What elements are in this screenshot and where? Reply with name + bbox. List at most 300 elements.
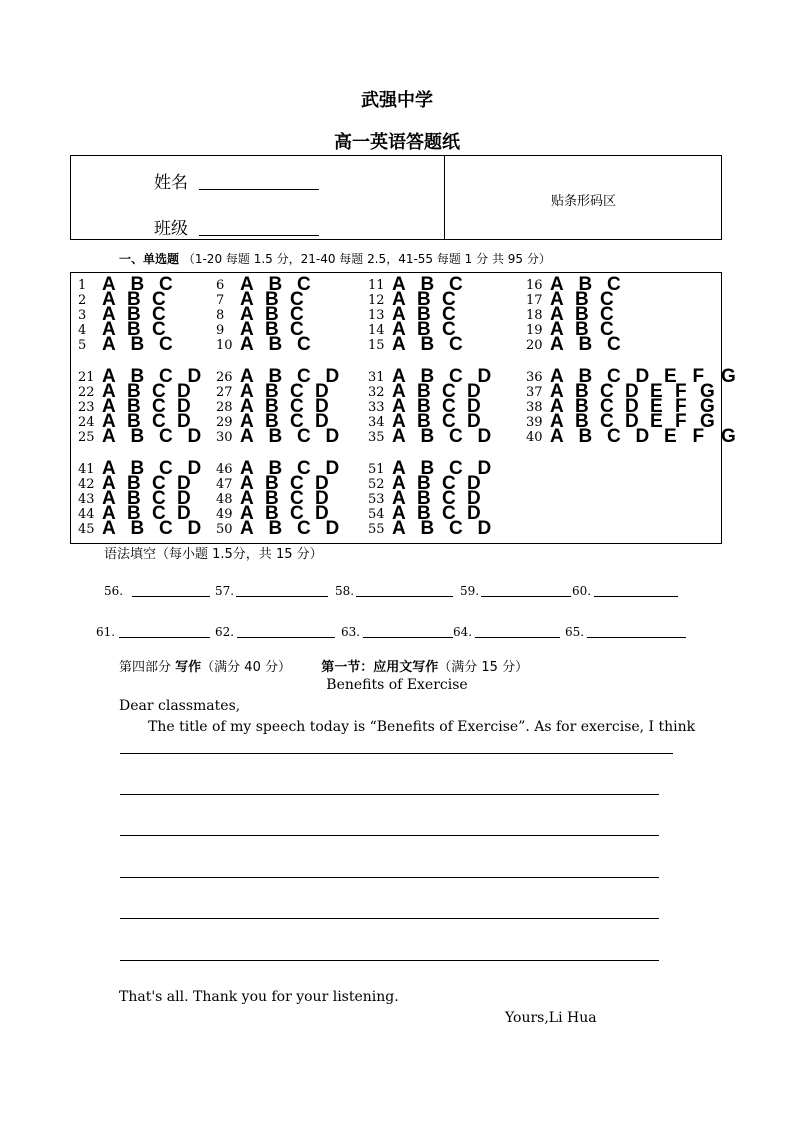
option-b-bubble[interactable]: B	[575, 289, 589, 310]
writing-line[interactable]	[120, 794, 659, 795]
option-a-bubble[interactable]: A	[392, 304, 406, 325]
option-c-bubble[interactable]: C	[159, 426, 173, 447]
blank-64-line[interactable]	[475, 637, 560, 638]
option-b-bubble[interactable]: B	[127, 304, 141, 325]
option-d-bubble[interactable]: D	[325, 518, 340, 539]
option-a-bubble[interactable]: A	[240, 319, 254, 340]
option-b-bubble[interactable]: B	[268, 518, 283, 539]
essay-title: Benefits of Exercise	[326, 677, 468, 693]
part4-label: 第四部分	[119, 660, 172, 675]
option-b-bubble[interactable]: B	[420, 334, 435, 355]
option-d-bubble[interactable]: D	[625, 381, 639, 402]
option-g-bubble[interactable]: G	[721, 366, 736, 387]
option-a-bubble[interactable]: A	[240, 426, 254, 447]
option-b-bubble[interactable]: B	[575, 411, 589, 432]
option-d-bubble[interactable]: D	[467, 503, 481, 524]
question-number: 30	[216, 430, 233, 445]
option-a-bubble[interactable]: A	[102, 289, 116, 310]
option-e-bubble[interactable]: E	[650, 411, 663, 432]
option-b-bubble[interactable]: B	[417, 396, 431, 417]
option-a-bubble[interactable]: A	[240, 488, 254, 509]
option-b-bubble[interactable]: B	[130, 426, 145, 447]
option-a-bubble[interactable]: A	[392, 488, 406, 509]
question-number: 33	[368, 400, 385, 415]
option-b-bubble[interactable]: B	[127, 503, 141, 524]
question-number: 11	[368, 278, 385, 293]
option-c-bubble[interactable]: C	[442, 381, 456, 402]
option-c-bubble[interactable]: C	[442, 488, 456, 509]
option-b-bubble[interactable]: B	[575, 319, 589, 340]
option-c-bubble[interactable]: C	[159, 366, 173, 387]
question-number: 9	[216, 323, 225, 338]
question-number: 8	[216, 308, 225, 323]
option-c-bubble[interactable]: C	[152, 319, 166, 340]
writing-line[interactable]	[120, 918, 659, 919]
option-c-bubble[interactable]: C	[290, 488, 304, 509]
blank-label-57: 57.	[215, 584, 235, 598]
option-d-bubble[interactable]: D	[315, 396, 329, 417]
essay-greeting: Dear classmates,	[119, 698, 241, 714]
blank-label-56: 56.	[104, 584, 124, 598]
blank-63-line[interactable]	[363, 637, 453, 638]
option-b-bubble[interactable]: B	[127, 381, 141, 402]
question-number: 13	[368, 308, 385, 323]
option-c-bubble[interactable]: C	[442, 503, 456, 524]
student-info-box	[70, 155, 722, 240]
blank-row-2	[0, 625, 794, 641]
essay-signature: Yours,Li Hua	[505, 1010, 597, 1026]
option-a-bubble[interactable]: A	[240, 274, 254, 295]
option-b-bubble[interactable]: B	[417, 488, 431, 509]
class-field[interactable]	[199, 235, 319, 236]
option-b-bubble[interactable]: B	[578, 334, 593, 355]
option-a-bubble[interactable]: A	[102, 396, 116, 417]
option-c-bubble[interactable]: C	[442, 319, 456, 340]
option-a-bubble[interactable]: A	[102, 473, 116, 494]
writing-line[interactable]	[120, 960, 659, 961]
option-a-bubble[interactable]: A	[550, 274, 564, 295]
option-c-bubble[interactable]: C	[290, 319, 304, 340]
option-b-bubble[interactable]: B	[127, 319, 141, 340]
question-number: 54	[368, 507, 385, 522]
question-number: 34	[368, 415, 385, 430]
option-b-bubble[interactable]: B	[420, 274, 435, 295]
option-c-bubble[interactable]: C	[449, 426, 463, 447]
writing-line[interactable]	[120, 877, 659, 878]
essay-closing: That's all. Thank you for your listening.	[119, 989, 399, 1005]
option-a-bubble[interactable]: A	[240, 411, 254, 432]
option-c-bubble[interactable]: C	[152, 411, 166, 432]
option-b-bubble[interactable]: B	[265, 381, 279, 402]
option-b-bubble[interactable]: B	[417, 319, 431, 340]
question-number: 6	[216, 278, 225, 293]
grammar-fill-heading: 语法填空（每小题 1.5分，共 15 分）	[104, 547, 323, 562]
option-a-bubble[interactable]: A	[550, 334, 564, 355]
option-d-bubble[interactable]: D	[625, 396, 639, 417]
part4-points: （满分 40 分）	[201, 660, 291, 675]
option-a-bubble[interactable]: A	[392, 473, 406, 494]
blank-label-61: 61.	[96, 625, 116, 639]
option-d-bubble[interactable]: D	[315, 488, 329, 509]
blank-label-60: 60.	[572, 584, 592, 598]
option-c-bubble[interactable]: C	[297, 426, 311, 447]
option-a-bubble[interactable]: A	[240, 503, 254, 524]
option-a-bubble[interactable]: A	[550, 396, 564, 417]
option-b-bubble[interactable]: B	[130, 274, 145, 295]
option-d-bubble[interactable]: D	[467, 396, 481, 417]
section-writing-points: （满分 15 分）	[438, 660, 529, 675]
option-d-bubble[interactable]: D	[477, 426, 492, 447]
option-c-bubble[interactable]: C	[442, 396, 456, 417]
option-c-bubble[interactable]: C	[297, 334, 311, 355]
question-number: 45	[78, 522, 95, 537]
option-a-bubble[interactable]: A	[392, 426, 406, 447]
blank-56-line[interactable]	[132, 596, 210, 597]
option-c-bubble[interactable]: C	[600, 396, 614, 417]
essay-intro: The title of my speech today is “Benefits of Exercise”. As for exercise, I think	[148, 719, 696, 735]
option-c-bubble[interactable]: C	[290, 411, 304, 432]
option-b-bubble[interactable]: B	[127, 396, 141, 417]
option-f-bubble[interactable]: F	[675, 381, 687, 402]
blank-62-line[interactable]	[237, 637, 335, 638]
option-b-bubble[interactable]: B	[575, 381, 589, 402]
option-d-bubble[interactable]: D	[315, 473, 329, 494]
option-a-bubble[interactable]: A	[240, 304, 254, 325]
section1-scoring: （1-20 每题 1.5 分，21-40 每题 2.5，41-55 每题 1 分 共 95 分）	[182, 252, 551, 266]
option-b-bubble[interactable]: B	[268, 426, 283, 447]
part4-name: 写作	[175, 660, 202, 675]
option-b-bubble[interactable]: B	[268, 274, 283, 295]
option-a-bubble[interactable]: A	[392, 518, 406, 539]
option-d-bubble[interactable]: D	[325, 426, 340, 447]
question-number: 44	[78, 507, 95, 522]
option-c-bubble[interactable]: C	[152, 381, 166, 402]
question-number: 55	[368, 522, 385, 537]
option-b-bubble[interactable]: B	[265, 411, 279, 432]
option-d-bubble[interactable]: D	[315, 411, 329, 432]
option-c-bubble[interactable]: C	[159, 274, 173, 295]
option-d-bubble[interactable]: D	[187, 366, 202, 387]
option-b-bubble[interactable]: B	[127, 411, 141, 432]
writing-line[interactable]	[120, 753, 673, 754]
option-a-bubble[interactable]: A	[392, 319, 406, 340]
option-b-bubble[interactable]: B	[420, 426, 435, 447]
option-d-bubble[interactable]: D	[315, 503, 329, 524]
question-number: 10	[216, 338, 233, 353]
option-a-bubble[interactable]: A	[392, 458, 406, 479]
option-g-bubble[interactable]: G	[700, 396, 715, 417]
option-d-bubble[interactable]: D	[477, 458, 492, 479]
option-d-bubble[interactable]: D	[187, 518, 202, 539]
option-a-bubble[interactable]: A	[102, 274, 116, 295]
option-c-bubble[interactable]: C	[607, 366, 621, 387]
option-d-bubble[interactable]: D	[467, 488, 481, 509]
option-d-bubble[interactable]: D	[467, 411, 481, 432]
option-b-bubble[interactable]: B	[578, 426, 593, 447]
option-c-bubble[interactable]: C	[152, 473, 166, 494]
option-a-bubble[interactable]: A	[102, 366, 116, 387]
question-number: 23	[78, 400, 95, 415]
option-d-bubble[interactable]: D	[187, 458, 202, 479]
option-b-bubble[interactable]: B	[578, 366, 593, 387]
option-b-bubble[interactable]: B	[268, 334, 283, 355]
question-number: 32	[368, 385, 385, 400]
question-number: 48	[216, 492, 233, 507]
option-d-bubble[interactable]: D	[325, 366, 340, 387]
option-c-bubble[interactable]: C	[297, 366, 311, 387]
question-number: 50	[216, 522, 233, 537]
option-b-bubble[interactable]: B	[127, 473, 141, 494]
question-number: 37	[526, 385, 543, 400]
school-name: 武强中学	[361, 90, 433, 111]
option-c-bubble[interactable]: C	[442, 289, 456, 310]
option-b-bubble[interactable]: B	[417, 381, 431, 402]
question-number: 22	[78, 385, 95, 400]
option-a-bubble[interactable]: A	[240, 366, 254, 387]
option-a-bubble[interactable]: A	[102, 334, 116, 355]
option-c-bubble[interactable]: C	[449, 518, 463, 539]
option-c-bubble[interactable]: C	[600, 289, 614, 310]
question-number: 46	[216, 462, 233, 477]
question-number: 31	[368, 370, 385, 385]
option-b-bubble[interactable]: B	[265, 503, 279, 524]
option-d-bubble[interactable]: D	[635, 426, 650, 447]
writing-line[interactable]	[120, 835, 659, 836]
question-number: 2	[78, 293, 87, 308]
option-c-bubble[interactable]: C	[152, 289, 166, 310]
option-b-bubble[interactable]: B	[417, 304, 431, 325]
blank-label-62: 62.	[215, 625, 235, 639]
option-c-bubble[interactable]: C	[159, 458, 173, 479]
option-c-bubble[interactable]: C	[600, 411, 614, 432]
option-d-bubble[interactable]: D	[325, 458, 340, 479]
option-a-bubble[interactable]: A	[240, 458, 254, 479]
option-a-bubble[interactable]: A	[102, 304, 116, 325]
option-b-bubble[interactable]: B	[268, 366, 283, 387]
option-a-bubble[interactable]: A	[392, 411, 406, 432]
option-b-bubble[interactable]: B	[575, 396, 589, 417]
option-a-bubble[interactable]: A	[102, 411, 116, 432]
question-number: 3	[78, 308, 87, 323]
option-d-bubble[interactable]: D	[177, 396, 191, 417]
option-b-bubble[interactable]: B	[417, 411, 431, 432]
section1-heading	[119, 250, 551, 267]
option-b-bubble[interactable]: B	[127, 488, 141, 509]
option-d-bubble[interactable]: D	[177, 473, 191, 494]
option-c-bubble[interactable]: C	[290, 473, 304, 494]
option-b-bubble[interactable]: B	[420, 458, 435, 479]
option-d-bubble[interactable]: D	[187, 426, 202, 447]
option-c-bubble[interactable]: C	[600, 319, 614, 340]
question-number: 35	[368, 430, 385, 445]
option-a-bubble[interactable]: A	[550, 304, 564, 325]
option-a-bubble[interactable]: A	[392, 366, 406, 387]
option-d-bubble[interactable]: D	[467, 381, 481, 402]
option-g-bubble[interactable]: G	[700, 381, 715, 402]
option-d-bubble[interactable]: D	[177, 381, 191, 402]
option-b-bubble[interactable]: B	[578, 274, 593, 295]
option-b-bubble[interactable]: B	[268, 458, 283, 479]
option-e-bubble[interactable]: E	[664, 366, 677, 387]
option-c-bubble[interactable]: C	[297, 274, 311, 295]
option-a-bubble[interactable]: A	[240, 289, 254, 310]
option-a-bubble[interactable]: A	[102, 518, 116, 539]
option-c-bubble[interactable]: C	[152, 488, 166, 509]
blank-60-line[interactable]	[594, 596, 678, 597]
option-c-bubble[interactable]: C	[290, 503, 304, 524]
option-c-bubble[interactable]: C	[297, 518, 311, 539]
option-c-bubble[interactable]: C	[442, 304, 456, 325]
section1-title: 一、单选题	[119, 252, 180, 266]
blank-65-line[interactable]	[587, 637, 686, 638]
blank-label-63: 63.	[341, 625, 361, 639]
option-a-bubble[interactable]: A	[550, 411, 564, 432]
question-number: 38	[526, 400, 543, 415]
option-a-bubble[interactable]: A	[102, 488, 116, 509]
question-number: 15	[368, 338, 385, 353]
option-b-bubble[interactable]: B	[130, 458, 145, 479]
option-d-bubble[interactable]: D	[315, 381, 329, 402]
option-c-bubble[interactable]: C	[290, 289, 304, 310]
question-number: 7	[216, 293, 225, 308]
option-a-bubble[interactable]: A	[550, 366, 564, 387]
option-b-bubble[interactable]: B	[265, 304, 279, 325]
question-number: 29	[216, 415, 233, 430]
option-a-bubble[interactable]: A	[102, 381, 116, 402]
option-c-bubble[interactable]: C	[600, 304, 614, 325]
question-number: 21	[78, 370, 95, 385]
option-b-bubble[interactable]: B	[420, 366, 435, 387]
option-d-bubble[interactable]: D	[177, 488, 191, 509]
option-c-bubble[interactable]: C	[290, 396, 304, 417]
option-b-bubble[interactable]: B	[265, 289, 279, 310]
question-number: 40	[526, 430, 543, 445]
option-b-bubble[interactable]: B	[130, 366, 145, 387]
option-d-bubble[interactable]: D	[177, 503, 191, 524]
blank-row-1	[0, 584, 794, 600]
question-number: 25	[78, 430, 95, 445]
option-a-bubble[interactable]: A	[240, 381, 254, 402]
option-a-bubble[interactable]: A	[550, 319, 564, 340]
option-f-bubble[interactable]: F	[675, 411, 687, 432]
option-a-bubble[interactable]: A	[102, 426, 116, 447]
option-d-bubble[interactable]: D	[477, 518, 492, 539]
option-c-bubble[interactable]: C	[607, 426, 621, 447]
option-a-bubble[interactable]: A	[550, 289, 564, 310]
option-f-bubble[interactable]: F	[692, 426, 705, 447]
option-b-bubble[interactable]: B	[420, 518, 435, 539]
option-b-bubble[interactable]: B	[265, 488, 279, 509]
blank-61-line[interactable]	[119, 637, 210, 638]
option-d-bubble[interactable]: D	[177, 411, 191, 432]
blank-57-line[interactable]	[236, 596, 328, 597]
name-field[interactable]	[199, 189, 319, 190]
question-number: 42	[78, 477, 95, 492]
option-e-bubble[interactable]: E	[664, 426, 677, 447]
option-b-bubble[interactable]: B	[417, 473, 431, 494]
question-number: 5	[78, 338, 87, 353]
option-c-bubble[interactable]: C	[290, 304, 304, 325]
option-a-bubble[interactable]: A	[240, 334, 254, 355]
option-b-bubble[interactable]: B	[127, 289, 141, 310]
option-g-bubble[interactable]: G	[700, 411, 715, 432]
option-a-bubble[interactable]: A	[392, 274, 406, 295]
option-c-bubble[interactable]: C	[159, 334, 173, 355]
option-a-bubble[interactable]: A	[102, 503, 116, 524]
question-number: 16	[526, 278, 543, 293]
option-g-bubble[interactable]: G	[721, 426, 736, 447]
class-label: 班级	[154, 219, 188, 239]
option-f-bubble[interactable]: F	[675, 396, 687, 417]
option-a-bubble[interactable]: A	[240, 473, 254, 494]
option-d-bubble[interactable]: D	[625, 411, 639, 432]
option-b-bubble[interactable]: B	[265, 319, 279, 340]
question-number: 49	[216, 507, 233, 522]
option-a-bubble[interactable]: A	[102, 458, 116, 479]
question-number: 43	[78, 492, 95, 507]
option-c-bubble[interactable]: C	[159, 518, 173, 539]
question-number: 52	[368, 477, 385, 492]
option-b-bubble[interactable]: B	[265, 473, 279, 494]
option-c-bubble[interactable]: C	[442, 411, 456, 432]
option-c-bubble[interactable]: C	[449, 274, 463, 295]
option-d-bubble[interactable]: D	[477, 366, 492, 387]
option-c-bubble[interactable]: C	[607, 334, 621, 355]
option-a-bubble[interactable]: A	[550, 381, 564, 402]
option-c-bubble[interactable]: C	[152, 396, 166, 417]
option-e-bubble[interactable]: E	[650, 396, 663, 417]
blank-58-line[interactable]	[356, 596, 453, 597]
option-c-bubble[interactable]: C	[442, 473, 456, 494]
option-c-bubble[interactable]: C	[152, 503, 166, 524]
option-b-bubble[interactable]: B	[417, 503, 431, 524]
option-a-bubble[interactable]: A	[550, 426, 564, 447]
option-a-bubble[interactable]: A	[392, 503, 406, 524]
option-a-bubble[interactable]: A	[392, 381, 406, 402]
option-b-bubble[interactable]: B	[575, 304, 589, 325]
option-c-bubble[interactable]: C	[290, 381, 304, 402]
option-b-bubble[interactable]: B	[130, 518, 145, 539]
option-a-bubble[interactable]: A	[392, 289, 406, 310]
option-a-bubble[interactable]: A	[102, 319, 116, 340]
option-a-bubble[interactable]: A	[392, 334, 406, 355]
option-b-bubble[interactable]: B	[130, 334, 145, 355]
option-c-bubble[interactable]: C	[152, 304, 166, 325]
barcode-area-label: 贴条形码区	[550, 194, 616, 209]
option-d-bubble[interactable]: D	[635, 366, 650, 387]
option-a-bubble[interactable]: A	[240, 518, 254, 539]
blank-label-64: 64.	[453, 625, 473, 639]
option-c-bubble[interactable]: C	[607, 274, 621, 295]
multiple-choice-answer-grid	[70, 272, 736, 544]
option-d-bubble[interactable]: D	[467, 473, 481, 494]
option-e-bubble[interactable]: E	[650, 381, 663, 402]
question-number: 41	[78, 462, 95, 477]
option-f-bubble[interactable]: F	[692, 366, 705, 387]
option-c-bubble[interactable]: C	[297, 458, 311, 479]
option-c-bubble[interactable]: C	[449, 366, 463, 387]
option-c-bubble[interactable]: C	[449, 334, 463, 355]
option-a-bubble[interactable]: A	[240, 396, 254, 417]
option-c-bubble[interactable]: C	[449, 458, 463, 479]
option-b-bubble[interactable]: B	[417, 289, 431, 310]
question-number: 36	[526, 370, 543, 385]
option-a-bubble[interactable]: A	[392, 396, 406, 417]
option-c-bubble[interactable]: C	[600, 381, 614, 402]
blank-59-line[interactable]	[481, 596, 571, 597]
option-b-bubble[interactable]: B	[265, 396, 279, 417]
question-number: 19	[526, 323, 543, 338]
